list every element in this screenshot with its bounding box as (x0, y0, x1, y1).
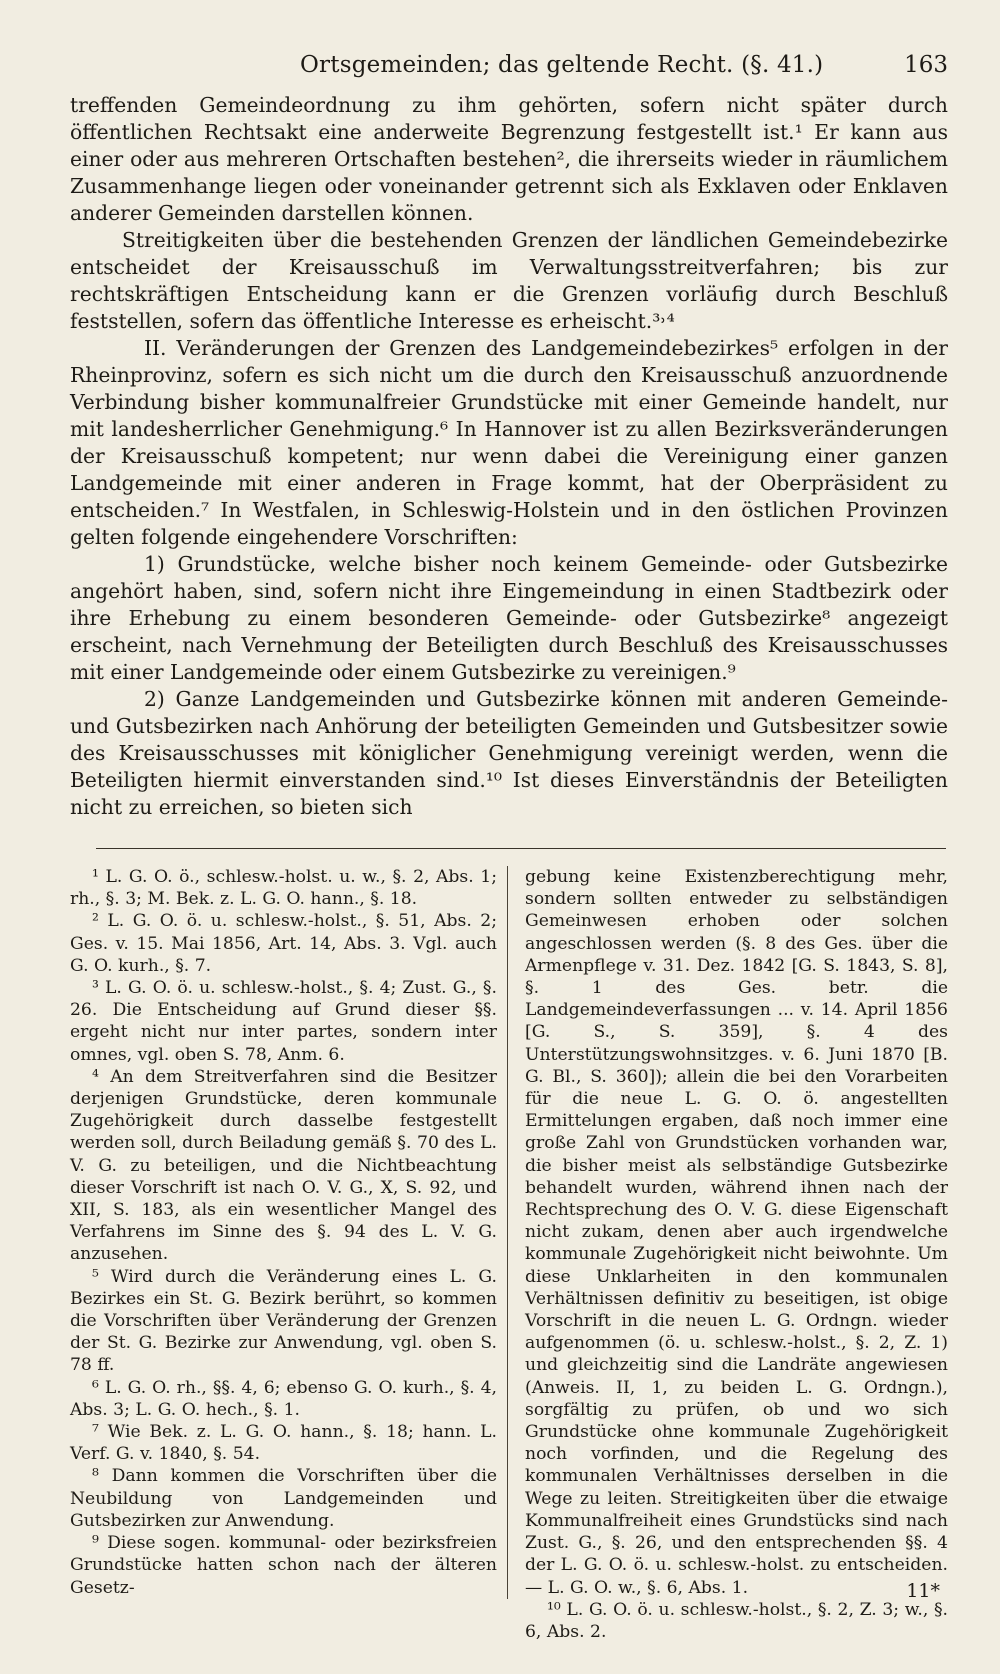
paragraph: treffenden Gemeindeordnung zu ihm gehörten, sofern nicht später durch öffentlichen Rechtsakt eine anderweite Begrenzung festgestellt ist.¹ Er kann aus einer oder aus mehreren Ortschaften bestehen², die ihrerseits wieder in räumlichem Zusammenhange liegen oder voneinander getrennt sich als Exklaven oder Enklaven anderer Gemeinden darstellen können. (70, 93, 948, 225)
paragraph: Streitigkeiten über die bestehenden Grenzen der ländlichen Gemeindebezirke entscheidet der Kreisausschuß im Verwaltungsstreitverfahren; bis zur rechtskräftigen Entscheidung kann er die Grenzen vorläufig durch Beschluß feststellen, sofern das öffentliche Interesse es erheischt.³˒⁴ (70, 228, 948, 333)
paragraph: II. Veränderungen der Grenzen des Landgemeindebezirkes⁵ erfolgen in der Rheinprovinz, sofern es sich nicht um die durch den Kreisausschuß anzuordnende Verbindung bisher kommunalfreier Grundstücke mit einer Gemeinde handelt, nur mit landesherrlicher Genehmigung.⁶ In Hannover ist zu allen Bezirksveränderungen der Kreisausschuß kompetent; nur wenn dabei die Vereinigung einer ganzen Landgemeinde mit einer anderen in Frage kommt, hat der Oberpräsident zu entscheiden.⁷ In Westfalen, in Schleswig-Holstein und in den östlichen Provinzen gelten folgende eingehendere Vorschriften: (70, 336, 948, 549)
signature-mark: 11* (906, 1580, 940, 1602)
footnotes-left-column (70, 866, 508, 1599)
running-title: Ortsgemeinden; das geltende Recht. (§. 41.) (300, 52, 824, 78)
footnotes-right-column (525, 866, 948, 1643)
footnote-divider (96, 848, 946, 849)
page-number: 163 (904, 52, 948, 78)
paragraph: 1) Grundstücke, welche bisher noch keinem Gemeinde- oder Gutsbezirke angehört haben, sind, sofern nicht ihre Eingemeindung in einen Stadtbezirk oder ihre Erhebung zu einem besonderen Gemeinde- oder Gutsbezirke⁸ angezeigt erscheint, nach Vernehmung der Beteiligten durch Beschluß des Kreisausschusses mit einer Landgemeinde oder einem Gutsbezirke zu vereinigen.⁹ (70, 552, 948, 684)
footnote: ⁴ An dem Streitverfahren sind die Besitzer derjenigen Grundstücke, deren kommunale Zugehörigkeit durch dasselbe festgestellt werden soll, durch Beiladung gemäß §. 70 des L. V. G. zu beteiligen, und die Nichtbeachtung dieser Vorschrift ist nach O. V. G., X, S. 92, und XII, S. 183, als ein wesentlicher Mangel des Verfahrens im Sinne des §. 94 des L. V. G. anzusehen. (70, 1066, 497, 1265)
footnote: ⁵ Wird durch die Veränderung eines L. G. Bezirkes ein St. G. Bezirk berührt, so kommen die Vorschriften über Veränderung der Grenzen der St. G. Bezirke zur Anwendung, vgl. oben S. 78 ff. (70, 1266, 497, 1376)
footnote: ⁶ L. G. O. rh., §§. 4, 6; ebenso G. O. kurh., §. 4, Abs. 3; L. G. O. hech., §. 1. (70, 1377, 497, 1420)
footnote: ¹ L. G. O. ö., schlesw.-holst. u. w., §. 2, Abs. 1; rh., §. 3; M. Bek. z. L. G. O. hann., §. 18. (70, 867, 497, 910)
footnote: ⁹ Diese sogen. kommunal- oder bezirksfreien Grundstücke hatten schon nach der älteren Gesetz- (70, 1533, 497, 1598)
running-header (70, 52, 948, 92)
main-text (70, 92, 948, 821)
paragraph: 2) Ganze Landgemeinden und Gutsbezirke können mit anderen Gemeinde- und Gutsbezirken nach Anhörung der beteiligten Gemeinden und Gutsbesitzer sowie des Kreisausschusses mit königlicher Genehmigung vereinigt werden, wenn die Beteiligten hiermit einverstanden sind.¹⁰ Ist dieses Einverständnis der Beteiligten nicht zu erreichen, so bieten sich (70, 687, 948, 819)
footnote: ⁷ Wie Bek. z. L. G. O. hann., §. 18; hann. L. Verf. G. v. 1840, §. 54. (70, 1422, 497, 1465)
footnote: ² L. G. O. ö. u. schlesw.-holst., §. 51, Abs. 2; Ges. v. 15. Mai 1856, Art. 14, Abs. 3. Vgl. auch G. O. kurh., §. 7. (70, 911, 497, 976)
footnote: ¹⁰ L. G. O. ö. u. schlesw.-holst., §. 2, Z. 3; w., §. 6, Abs. 2. (525, 1599, 948, 1642)
footnote: ⁸ Dann kommen die Vorschriften über die Neubildung von Landgemeinden und Gutsbezirken zur Anwendung. (70, 1466, 497, 1531)
footnote-continuation: gebung keine Existenzberechtigung mehr, sondern sollten entweder zu selbständigen Gemeinwesen erhoben oder solchen angeschlossen werden (§. 8 des Ges. über die Armenpflege v. 31. Dez. 1842 [G. S. 1843, S. 8], §. 1 des Ges. betr. die Landgemeindeverfassungen ... v. 14. April 1856 [G. S., S. 359], §. 4 des Unterstützungswohnsitzges. v. 6. Juni 1870 [B. G. Bl., S. 360]); allein die bei den Vorarbeiten für die neue L. G. O. ö. angestellten Ermittelungen ergaben, daß noch immer eine große Zahl von Grundstücken vorhanden war, die bisher meist als selbständige Gutsbezirke behandelt wurden, während ihnen nach der Rechtsprechung des O. V. G. diese Eigenschaft nicht zukam, denen aber auch irgendwelche kommunale Zugehörigkeit nicht beiwohnte. Um diese Unklarheiten in den kommunalen Verhältnissen definitiv zu beseitigen, ist obige Vorschrift in die neuen L. G. Ordngn. wieder aufgenommen (ö. u. schlesw.-holst., §. 2, Z. 1) und gleichzeitig sind die Landräte angewiesen (Anweis. II, 1, zu beiden L. G. Ordngn.), sorgfältig zu prüfen, ob und wo sich Grundstücke ohne kommunale Zugehörigkeit noch vorfinden, und die Regelung des kommunalen Verhältnisses derselben in die Wege zu leiten. Streitigkeiten über die etwaige Kommunalfreiheit eines Grundstücks sind nach Zust. G., §. 26, und den entsprechenden §§. 4 der L. G. O. ö. u. schlesw.-holst. zu entscheiden. — L. G. O. w., §. 6, Abs. 1. (525, 867, 948, 1598)
footnote: ³ L. G. O. ö. u. schlesw.-holst., §. 4; Zust. G., §. 26. Die Entscheidung auf Grund dieser §§. ergeht nicht nur inter partes, sondern inter omnes, vgl. oben S. 78, Anm. 6. (70, 978, 497, 1065)
